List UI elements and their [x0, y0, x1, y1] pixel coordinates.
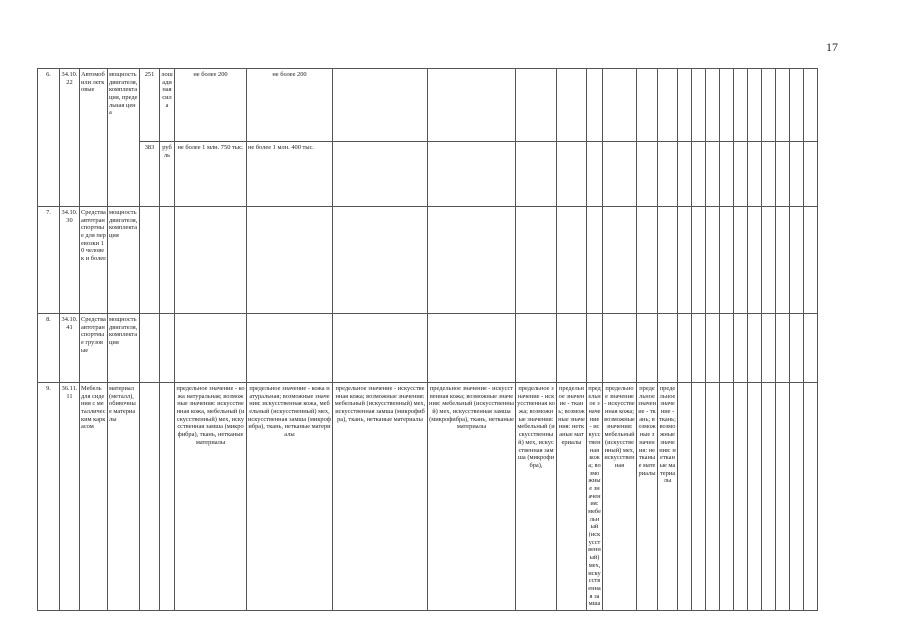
page-number: 17 — [826, 40, 838, 54]
table-row — [38, 207, 818, 314]
value-cell: предельное значение - искусственная кожа; возможные значения: мебельный (искусственный) мех, искусственная замша (микрофибра), — [516, 383, 557, 611]
row-number: 9. — [38, 383, 60, 611]
value-cell: предельное значение - кожа натуральная; возможные значения: искусственная кожа, мебельный (искусственный) мех, искусственная замша (микрофибра), ткань, нетканые материалы — [175, 383, 247, 611]
value-cell: предельное значение - ткань; возможные значения: нетканые материалы — [557, 383, 587, 611]
okpd-code: 34.10.30 — [60, 207, 80, 314]
value-cell: предельное значение - искусственная кожа; возможные значения: мебельный (искусственный) мех, искусственная — [603, 383, 637, 611]
row-number: 7. — [38, 207, 60, 314]
value-cell: не более 1 млн. 400 тыс. — [247, 142, 333, 207]
item-characteristic: мощность двигателя, комплектация — [108, 207, 140, 314]
value-cell: предельное значение - искусственная кожа; возможные значения: мебельный (искусственный) мех, искусственная замша (микрофибра), ткань, нетканые материалы — [428, 383, 516, 611]
value-cell: не более 1 млн. 750 тыс. — [175, 142, 247, 207]
row-number: 6. — [38, 69, 60, 207]
okei-code: 383 — [140, 142, 160, 207]
value-cell: предельное значение - кожа натуральная; возможные значения: искусственная кожа, мебельный (искусственный) мех, искусственная замша (микрофибра), ткань, нетканые материалы — [247, 383, 333, 611]
value-cell: не более 200 — [247, 69, 333, 142]
table-row — [38, 383, 818, 611]
okpd-code: 36.11.11 — [60, 383, 80, 611]
item-characteristic: мощность двигателя, комплектация — [108, 314, 140, 383]
table-row — [38, 69, 818, 142]
unit-name: лошадиная сила — [160, 69, 175, 142]
item-characteristic: материал (металл), обивочные материалы — [108, 383, 140, 611]
requirements-table — [37, 68, 818, 611]
item-name: Автомобили легковые — [80, 69, 108, 207]
okei-code: 251 — [140, 69, 160, 142]
okpd-code: 34.10.41 — [60, 314, 80, 383]
item-name: Средства автотранспортные грузовые — [80, 314, 108, 383]
unit-name: рубль — [160, 142, 175, 207]
value-cell: предельное значение - ткань; возможные значения: нетканые материалы — [637, 383, 658, 611]
value-cell: предельное значение - искусственная кожа; возможные значения: мебельный (искусственный) мех, искусственная замша (микрофибра), ткань, нетканые материалы — [333, 383, 428, 611]
value-cell: предельное значение - искусственная кожа; возможные значения: мебельный (искусственный) мех, искусственная замша — [587, 383, 603, 611]
item-name: Мебель для сидения с металлическим каркасом — [80, 383, 108, 611]
value-cell: не более 200 — [175, 69, 247, 142]
okpd-code: 34.10.22 — [60, 69, 80, 207]
item-name: Средства автотранспортные для перевозки 10 человек и более — [80, 207, 108, 314]
row-number: 8. — [38, 314, 60, 383]
table-row — [38, 314, 818, 383]
table-row — [38, 142, 818, 207]
value-cell: предельное значение - ткань; возможные значения: нетканые материалы — [658, 383, 678, 611]
item-characteristic: мощность двигателя, комплектация, предельная цена — [108, 69, 140, 207]
